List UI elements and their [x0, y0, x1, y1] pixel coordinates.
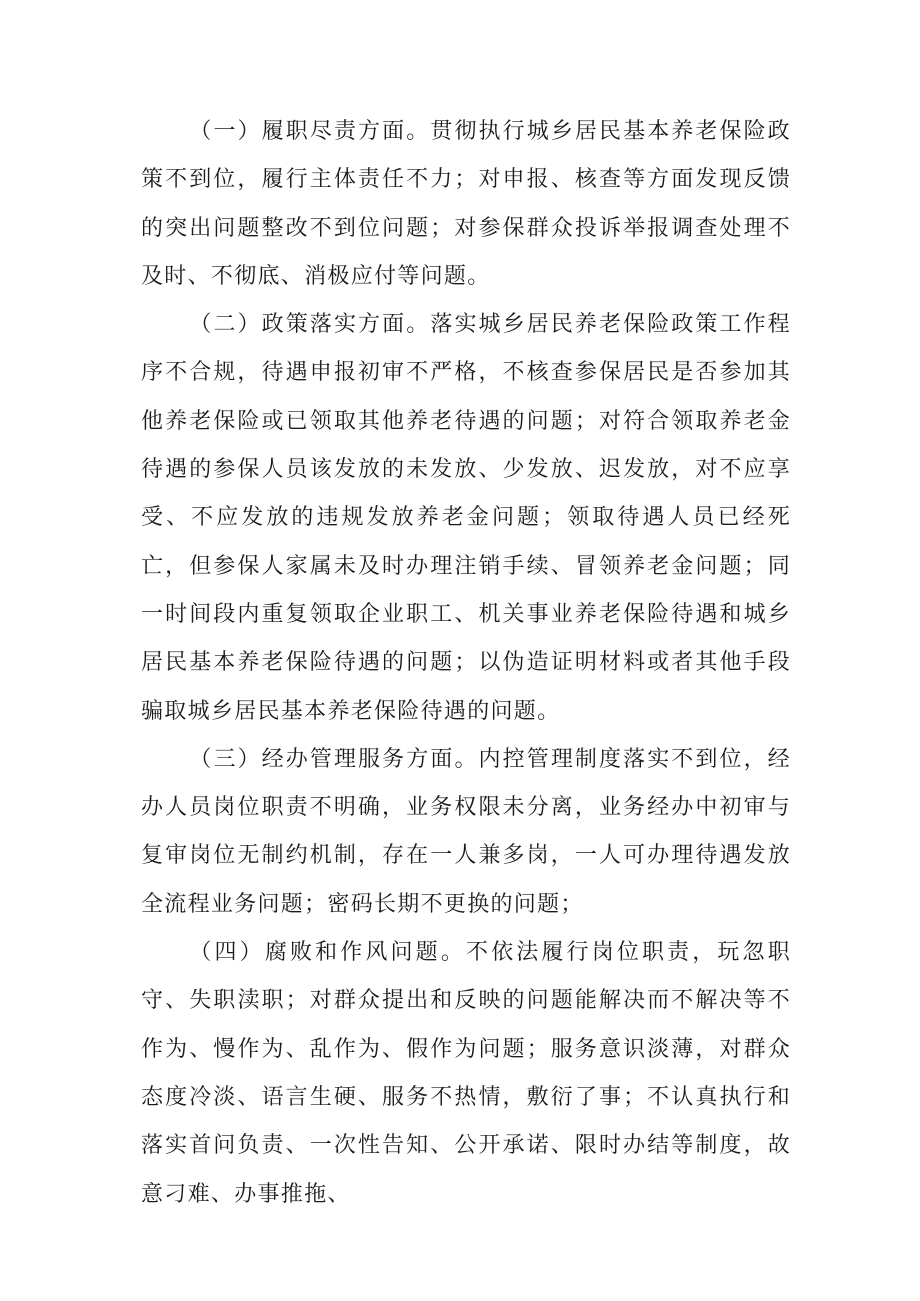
paragraph-performance-duties: （一）履职尽责方面。贯彻执行城乡居民基本养老保险政策不到位，履行主体责任不力；对申报、核查等方面发现反馈的突出问题整改不到位问题；对参保群众投诉举报调查处理不及时、不彻底、消极应付等问题。	[141, 119, 791, 289]
paragraph-corruption-conduct: （四）腐败和作风问题。不依法履行岗位职责，玩忽职守、失职渎职；对群众提出和反映的问题能解决而不解决等不作为、慢作为、乱作为、假作为问题；服务意识淡薄，对群众态度冷淡、语言生硬、服务不热情，敷衍了事；不认真执行和落实首问负责、一次性告知、公开承诺、限时办结等制度，故意刁难、办事推拖、	[141, 940, 791, 1207]
paragraph-management-service: （三）经办管理服务方面。内控管理制度落实不到位，经办人员岗位职责不明确，业务权限未分离，业务经办中初审与复审岗位无制约机制，存在一人兼多岗，一人可办理待遇发放全流程业务问题；密码长期不更换的问题；	[141, 746, 791, 917]
document-page	[141, 108, 791, 1219]
paragraph-policy-implementation: （二）政策落实方面。落实城乡居民养老保险政策工作程序不合规，待遇申报初审不严格，不核查参保居民是否参加其他养老保险或已领取其他养老待遇的问题；对符合领取养老金待遇的参保人员该发放的未发放、少发放、迟发放，对不应享受、不应发放的违规发放养老金问题；领取待遇人员已经死亡，但参保人家属未及时办理注销手续、冒领养老金问题；同一时间段内重复领取企业职工、机关事业养老保险待遇和城乡居民基本养老保险待遇的问题；以伪造证明材料或者其他手段骗取城乡居民基本养老保险待遇的问题。	[141, 312, 791, 724]
